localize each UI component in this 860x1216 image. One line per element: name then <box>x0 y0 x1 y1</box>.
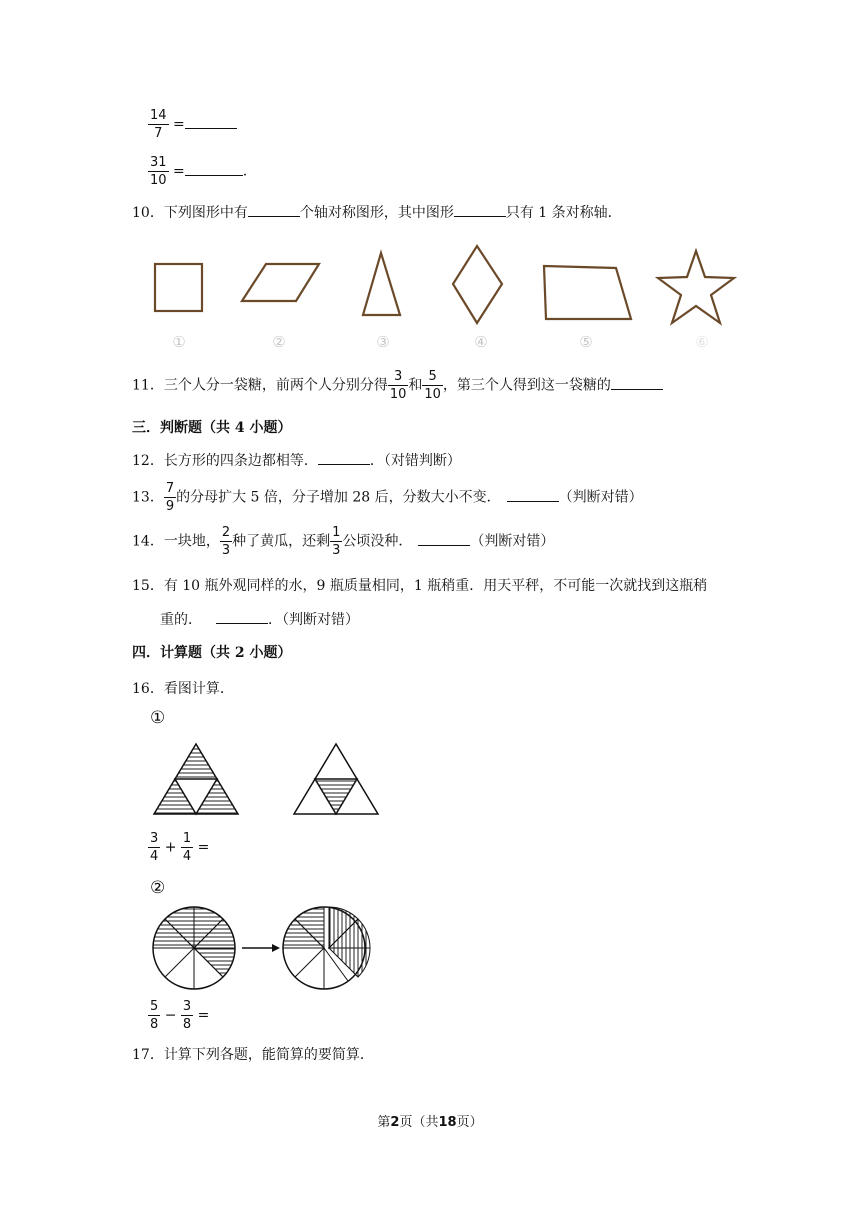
shape-label-1: ① <box>172 333 186 351</box>
question-15-line-2: 重的． ．（判断对错） <box>160 609 359 629</box>
shape-label-6: ⑥ <box>695 333 709 351</box>
quadrilateral-shape <box>544 266 631 319</box>
square-shape <box>155 264 202 311</box>
question-13: 13． $\frac{7}{9}$ 的分母扩大 5 倍，分子增加 28 后，分数大小不变． （判断对错） <box>132 481 643 514</box>
shape-label-4: ④ <box>474 333 488 351</box>
part-1-label: ① <box>150 708 166 728</box>
question-10: 10．下列图形中有 个轴对称图形，其中图形 只有 1 条对称轴． <box>132 202 622 222</box>
q16-equation-2: $\frac{5}{8}$ − $\frac{3}{8}$ = <box>150 999 210 1032</box>
question-11: 11．三个人分一袋糖，前两个人分别分得 $\frac{3}{10}$ 和 $\frac{5}{10}$ ，第三个人得到这一袋糖的 <box>132 370 663 401</box>
answer-blank[interactable] <box>318 450 370 465</box>
answer-blank[interactable] <box>454 202 506 217</box>
q9-eq1-fraction: $\frac{14}{7}$ <box>150 108 167 141</box>
q9-eq1: $\frac{14}{7}$ = <box>148 109 237 140</box>
answer-blank[interactable] <box>248 202 300 217</box>
fraction-7-9: $\frac{7}{9}$ <box>165 481 175 514</box>
star-shape <box>658 251 734 323</box>
parallelogram-shape <box>242 264 319 301</box>
question-17: 17．计算下列各题，能简算的要简算． <box>132 1047 374 1063</box>
shape-label-2: ② <box>272 333 286 351</box>
left-circle <box>153 907 235 989</box>
shape-label-3: ③ <box>376 333 390 351</box>
fraction-3-10: $\frac{3}{10}$ <box>389 369 407 402</box>
isosceles-triangle-shape <box>363 253 400 315</box>
right-triangle <box>294 744 378 814</box>
arrow-icon <box>242 944 280 952</box>
shape-label-5: ⑤ <box>579 333 593 351</box>
fraction-1-3: $\frac{1}{3}$ <box>332 525 341 558</box>
q10-shapes-figure <box>140 240 750 360</box>
q16-circle-figure <box>148 904 378 994</box>
left-triangle <box>154 744 238 814</box>
q16-triangle-figure <box>148 740 388 820</box>
answer-blank[interactable] <box>185 161 243 176</box>
question-12: 12．长方形的四条边都相等． ．（对错判断） <box>132 450 461 470</box>
answer-blank[interactable] <box>418 531 470 546</box>
total-pages: 18 <box>438 1115 457 1130</box>
right-circle <box>283 907 370 989</box>
answer-blank[interactable] <box>507 487 559 502</box>
fraction-5-10: $\frac{5}{10}$ <box>424 369 441 402</box>
fraction-2-3: $\frac{2}{3}$ <box>221 525 231 558</box>
question-16: 16．看图计算． <box>132 681 234 697</box>
q9-eq2: $\frac{31}{10}$ = . <box>150 155 248 188</box>
question-14: 14．一块地， $\frac{2}{3}$ 种了黄瓜，还剩 $\frac{1}{3}$ 公顷没种． （判断对错） <box>132 525 555 558</box>
current-page: 2 <box>390 1115 400 1130</box>
page-footer: 第2页（共18页） <box>377 1115 483 1130</box>
q9-eq2-fraction: $\frac{31}{10}$ <box>150 155 167 188</box>
part-2-label: ② <box>150 878 166 898</box>
answer-blank[interactable] <box>611 375 663 390</box>
answer-blank[interactable] <box>185 114 237 129</box>
q16-equation-1: $\frac{3}{4}$ + $\frac{1}{4}$ = <box>150 831 210 864</box>
section-3-heading: 三．判断题（共 4 小题） <box>132 420 292 436</box>
answer-blank[interactable] <box>216 609 268 624</box>
question-15-line-1: 15．有 10 瓶外观同样的水，9 瓶质量相同，1 瓶稍重．用天平秤，不可能一次就找到这瓶稍 <box>132 578 708 594</box>
rhombus-shape <box>453 246 502 323</box>
section-4-heading: 四．计算题（共 2 小题） <box>132 645 292 661</box>
